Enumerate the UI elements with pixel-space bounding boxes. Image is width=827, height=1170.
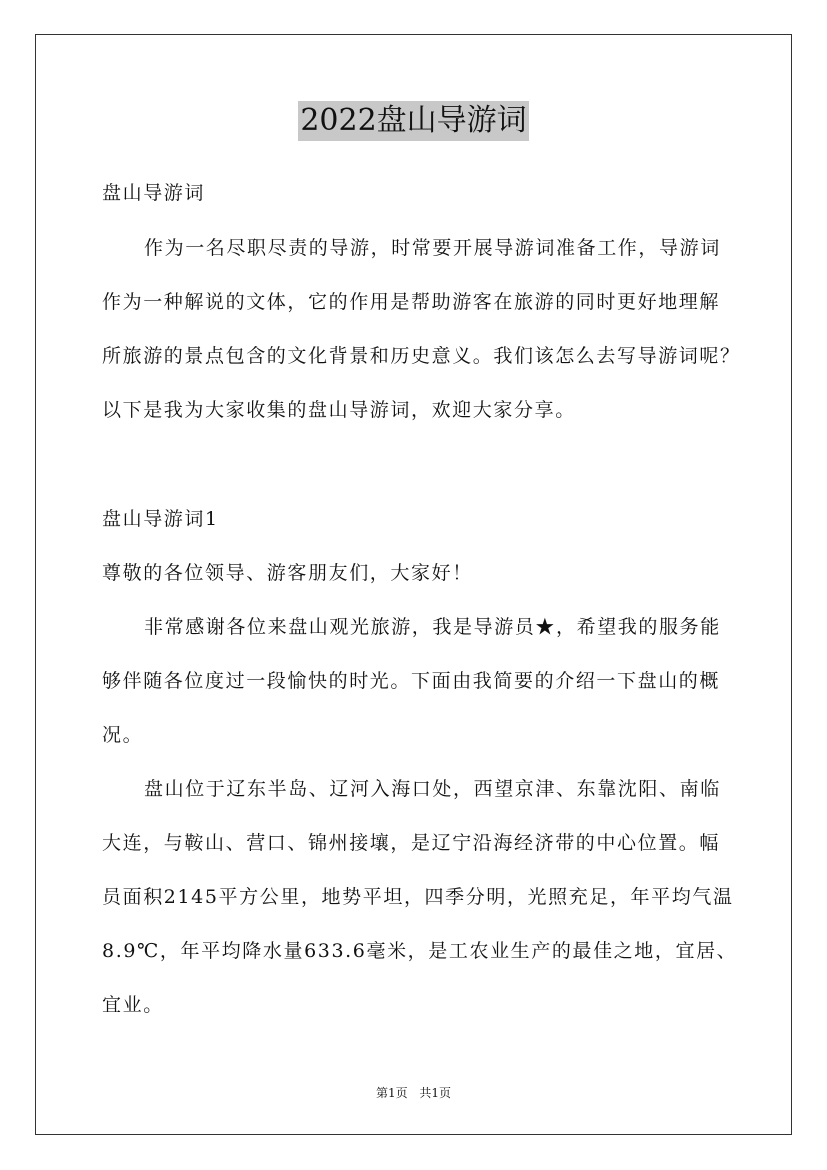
title-container: [0, 101, 827, 141]
paragraph-line: 作为一名尽职尽责的导游，时常要开展导游词准备工作，导游词: [144, 237, 721, 259]
page-footer: [0, 1084, 827, 1101]
paragraph-line: 况。: [102, 724, 144, 746]
paragraph-line: 员面积2145平方公里，地势平坦，四季分明，光照充足，年平均气温: [102, 886, 734, 908]
paragraph-line: 盘山位于辽东半岛、辽河入海口处，西望京津、东靠沈阳、南临: [144, 778, 721, 800]
page-total: 共1页: [419, 1086, 452, 1100]
paragraph-line: 够伴随各位度过一段愉快的时光。下面由我简要的介绍一下盘山的概: [102, 670, 721, 692]
paragraph-line: 以下是我为大家收集的盘山导游词，欢迎大家分享。: [102, 399, 576, 421]
paragraph-line: 所旅游的景点包含的文化背景和历史意义。我们该怎么去写导游词呢？: [102, 345, 741, 367]
section-heading: 盘山导游词1: [102, 508, 219, 530]
page-number: 第1页: [375, 1086, 408, 1100]
paragraph-line: 8.9℃，年平均降水量633.6毫米，是工农业生产的最佳之地，宜居、: [102, 940, 738, 962]
paragraph-line: 大连，与鞍山、营口、锦州接壤，是辽宁沿海经济带的中心位置。幅: [102, 832, 721, 854]
section-heading: 盘山导游词: [102, 182, 206, 204]
paragraph-line: 宜业。: [102, 994, 164, 1016]
document-title: 2022盘山导游词: [298, 101, 528, 141]
paragraph-line: 非常感谢各位来盘山观光旅游，我是导游员★，希望我的服务能: [144, 616, 721, 638]
paragraph-line: 作为一种解说的文体，它的作用是帮助游客在旅游的同时更好地理解: [102, 291, 721, 313]
greeting-line: 尊敬的各位领导、游客朋友们，大家好！: [102, 562, 473, 584]
